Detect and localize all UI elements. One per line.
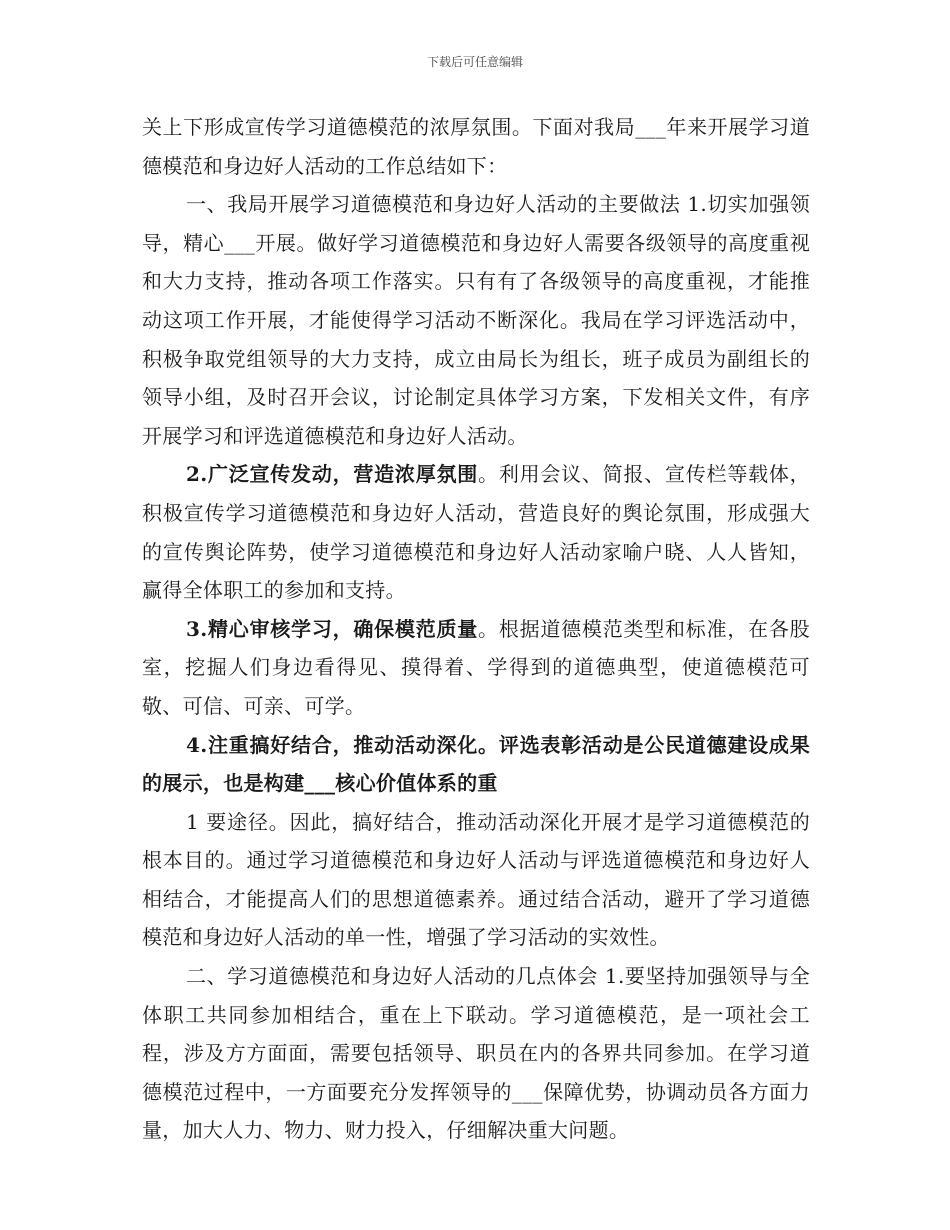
- paragraph-text: 关上下形成宣传学习道德模范的浓厚氛围。下面对我局___年来开展学习道德模范和身边好人活动的工作总结如下：: [142, 115, 810, 178]
- paragraph-text: 。根据道德模范类型和标准，在各股室，挖掘人们身边看得见、摸得着、学得到的道德典型，使道德模范可敬、可信、可亲、可学。: [142, 616, 810, 718]
- paragraph-item-2: [142, 455, 810, 609]
- paragraph-item-3: [142, 610, 810, 726]
- paragraph-continuation: [142, 803, 810, 957]
- paragraph-heading: 2.广泛宣传发动，营造浓厚氛围: [186, 462, 479, 487]
- paragraph-text: 一、我局开展学习道德模范和身边好人活动的主要做法 1.切实加强领导，精心___开展。做好学习道德模范和身边好人需要各级领导的高度重视和大力支持，推动各项工作落实。只有有了各级领导的高度重视，才能推动这项工作开展，才能使得学习活动不断深化。我局在学习评选活动中，积极争取党组领导的大力支持，成立由局长为组长，班子成员为副组长的领导小组，及时召开会议，讨论制定具体学习方案，下发相关文件，有序开展学习和评选道德模范和身边好人活动。: [142, 192, 810, 448]
- paragraph-section-1: [142, 185, 810, 455]
- paragraph-item-4: [142, 726, 810, 803]
- document-body: [142, 108, 810, 1150]
- paragraph-text: 二、学习道德模范和身边好人活动的几点体会 1.要坚持加强领导与全体职工共同参加相结合，重在上下联动。学习道德模范，是一项社会工程，涉及方方面面，需要包括领导、职员在内的各界共同参加。在学习道德模范过程中，一方面要充分发挥领导的___保障优势，协调动员各方面力量，加大人力、物力、财力投入，仔细解决重大问题。: [142, 964, 810, 1143]
- page-header: 下载后可任意编辑: [426, 55, 523, 69]
- paragraph-section-2: [142, 957, 810, 1150]
- paragraph-intro: [142, 108, 810, 185]
- paragraph-text: 。利用会议、简报、宣传栏等载体，积极宣传学习道德模范和身边好人活动，营造良好的舆论氛围，形成强大的宣传舆论阵势，使学习道德模范和身边好人活动家喻户晓、人人皆知，赢得全体职工的参加和支持。: [142, 462, 810, 603]
- paragraph-heading: 4.注重搞好结合，推动活动深化。评选表彰活动是公民道德建设成果的展示，也是构建___核心价值体系的重: [142, 732, 810, 796]
- paragraph-text: 1 要途径。因此，搞好结合，推动活动深化开展才是学习道德模范的根本目的。通过学习道德模范和身边好人活动与评选道德模范和身边好人相结合，才能提高人们的思想道德素养。通过结合活动，避开了学习道德模范和身边好人活动的单一性，增强了学习活动的实效性。: [142, 809, 810, 950]
- paragraph-heading: 3.精心审核学习，确保模范质量: [186, 616, 479, 641]
